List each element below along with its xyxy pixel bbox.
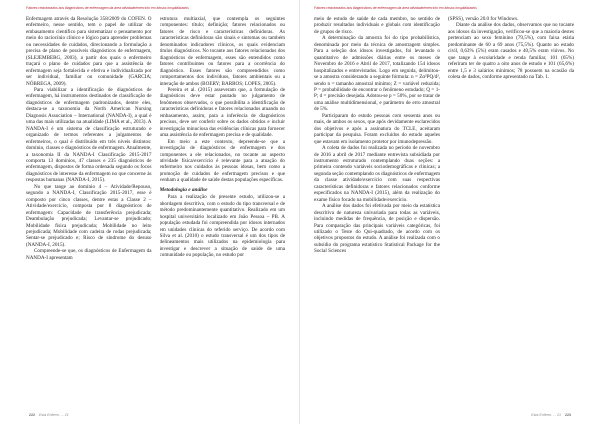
left-column-2 <box>160 16 286 404</box>
paragraph: Para a realização do presente estudo, utilizou-se a abordagem descritiva, com o estudo do tipo transversal e de método predominantemente quantitativo. Realizado em um hospital universitário localizado em João Pessoa – PB. A população estudada foi compreendida por idosos internados em unidades clínicas do referido serviço. De acordo com Silva et al. (2010) o estudo transversal é um dos tipos de delineamentos mais utilizados na epidemiologia para investigar e descrever a situação de saúde de uma comunidade ou população, no estudo por <box>159 194 285 259</box>
paragraph: Pereira et al. (2015) asseveram que, a formulação de diagnósticos deve estar pautado no julgamento de fenômenos observados, o que possibilita a identificação de características definidoras e fatores relacionados atuando no embasamento, assim, para a inferência de diagnósticos precisos, deve ser conferir sobre os dados obtidos e incluir investigação minuciosa das evidências clínicas para fornecer uma assistência de enfermagem precisa e de qualidade. <box>159 86 285 139</box>
paragraph: A análise dos dados foi efetivada por meio da estatística descritiva de natureza univariada para todas as variáveis, incluindo medidas de frequência, de posição e dispersão. Para comparação das principais variáveis categóricas, foi utilizado o Teste do Qui-quadrado, de acordo com os objetivos propostos do estudo. A análise foi realizada com o subsídio do programa estatístico Statistical Package for the Social Sciences <box>314 203 440 255</box>
page-number-right: 223 <box>565 413 571 417</box>
paragraph: No que tange ao domínio 4 – Atividade/Repouso, segundo a NANDA-I, Classificação 2015-2017, esse é composto por cinco classes, dentre estas a Classe 2 – Atividade/exercício, composta por 8 diagnósticos de enfermagem: Capacidade de transferência prejudicada; Deambulação prejudicada; Levantar-se prejudicado; Mobilidade física prejudicada; Mobilidade no leito prejudicada; Mobilidade com cadeira de rodas prejudicada; Sentar-se prejudicado e; Risco de síndrome do desuso (NANDA-I, 2015). <box>26 183 152 248</box>
left-column-1 <box>26 16 152 404</box>
section-heading-methodology: Metodologia e análise <box>159 186 208 193</box>
paragraph: Em meio a este contexto, depreende-se que a investigação de diagnósticos de enfermagem e dos componentes a ele relacionados, no tocante ao aspecto atividade física/exercício é relevante para a atuação do enfermeiro nos cuidados às pessoas idosas, bem como a promoção de cuidados de enfermagem precisos e que venham a qualidade de saúde destas populações específicas. <box>159 138 285 184</box>
right-column-2 <box>448 16 574 404</box>
paragraph: meio de estudo de saúde de cada membro, no sentido de produzir resultados individuais e globais com identificação de grupos de risco. <box>314 16 440 35</box>
footer-source-right: Esta Enferm. ... 21 <box>531 413 561 417</box>
paragraph: A determinação da amostra foi do tipo probabilística, denominada por meio da técnica de amostragem simples. Para a seleção dos idosos investigados, foi levantado o quantitativo de admissões diárias entre os meses de Novembro de 2016 e Abril de 2017, totalizando 154 idosos hospitalizados e entrevistados. Logo em seguida, delimitou-se a amostra considerando a seguinte fórmula: n = Zα²PQ/d², sendo n = tamanho amostral mínimo; Z = variável reduzida; P = probabilidade de encontrar o fenômeno estudado; Q = 1-P; d = precisão desejada. Adotou-se p = 50%, por se tratar de uma análise multidimensional, e parâmetro de erro amostral de 5%. <box>314 35 440 113</box>
running-header-left: Fatores relacionados aos diagnósticos de enfermagem da área atividade/exercício em idosos hospitalizados <box>26 6 189 10</box>
paragraph: Enfermagem através da Resolução 358/2009 do COFEN. O enfermeiro, nesse sentido, tem o papel de utilizar do embasamento científico para sistematizar o pensamento por meio do raciocínio clínico e lógico para aprender problemas ou necessidades de cuidados, direcionando a formulação a precisa de plano de possíveis diagnósticos de enfermagem, (SLEJEMBERG, 2003), a partir dos quais o enfermeiro traçará o plano de cuidados para que a assistência de enfermagem seja fortalecida e efetiva e individualizada por ser individual, familiar ou comunidade (GARCIA; NÓBREGA, 2009). <box>26 16 152 87</box>
paragraph: Compreende-se que, os diagnósticos de Enfermagem da NANDA-I apresentam <box>26 248 152 261</box>
paragraph: A coleta de dados foi realizada no período de novembro de 2016 a abril de 2017 mediante entrevista subsidiada por instrumento estruturado contemplando duas seções: a primeira contendo variáveis sociodemográficas e clínicas; a segunda seção contemplando os diagnósticos de enfermagem da classe atividade/exercício com suas respectivas características definidoras e fatores relacionados conforme especificados na NANDA-I (2015), além da realização do exame físico focado na mobilidade/exercício. <box>314 145 440 203</box>
paragraph: Participaram do estudo pessoas com sessenta anos ou mais, de ambos os sexos, que após devidamente esclarecidos dos objetivos e após a assinatura do TCLE, aceitaram participar da pesquisa. Foram excluídos do estudo aqueles que estavam em isolamento protetor por imunodepressão. <box>314 112 440 145</box>
right-page-body <box>314 16 574 404</box>
page-number-left: 222 <box>29 413 35 417</box>
footer-source-left: Esta Enferm. ... 21 <box>39 413 69 417</box>
right-page <box>300 0 600 424</box>
paragraph: Para viabilizar a identificação de diagnósticos de enfermagem, há instrumentos destinados de classificação de diagnósticos de enfermagem padronizados, dentre eles, destaca-se a taxonomia da North American Nursing Diagnosis Association – International (NANDA-I), a qual é uma das mais utilizadas na atualidade (LIMA et al., 2013). A NANDA-I é um sistema de classificação estruturado e organizado de termos referentes a julgamentos de enfermeiros, o qual é distribuído em três níveis distintos: domínio, classes e diagnósticos de enfermagem. Atualmente, a taxonomia II da NANDA-I Classificação 2015-2017 comporta 13 domínios, 47 classes e 235 diagnósticos de enfermagem, dispostos de forma ordenada segundo os focos diagnósticos de interesse da enfermagem no que concerne às respostas humanas (NANDA-I, 2015). <box>26 86 152 184</box>
paragraph: Diante da análise dos dados, observamos que no tocante aos idosos da investigação, verificou-se que a maioria destes pertenciam ao sexo feminino (79,5%), com faixa etária predominante de 60 a 69 anos (75,5%). Quanto ao estado civil, 0,63% (5%) eram casados e 40,5% eram viúvos. No que tange à escolaridade e renda familiar, 101 (65%) referiram ter de quatro a oito anos de estudo e 101 (65,6%) entre 1,5 e 3 salários mínimos; 78 possuem na ocasião da coleta de dados, conforme apresentado na Tab. 1. <box>448 22 574 81</box>
paragraph: (SPSS), versão 20.0 for Windows. <box>448 16 519 22</box>
running-header-right: Fatores relacionados aos diagnósticos de enfermagem da área atividade/exercício em idosos hospitalizados <box>314 6 477 10</box>
right-column-1 <box>314 16 440 404</box>
footer-left <box>26 413 69 417</box>
paragraph: estrutura multiaxial, que contempla os seguintes componentes: título; definição; fatores relacionados ou fatores de risco e características definidoras. As características definidoras são sinais e sintomas ou também denominados indicadores clínicos, os quais evidenciam títulos diagnósticos. No tocante aos fatores relacionados dos diagnósticos de enfermagem, esses são entendidos como fatores contribuintes ou fatores para a ocorrência do diagnóstico. Esses fatores são compreendidos como comportamentos dos indivíduos, fatores ambientais ou a interação de ambos (BOERY; BARROS; LOPES, 2005). <box>159 16 285 87</box>
footer-right <box>531 413 574 417</box>
left-page-body <box>26 16 285 404</box>
